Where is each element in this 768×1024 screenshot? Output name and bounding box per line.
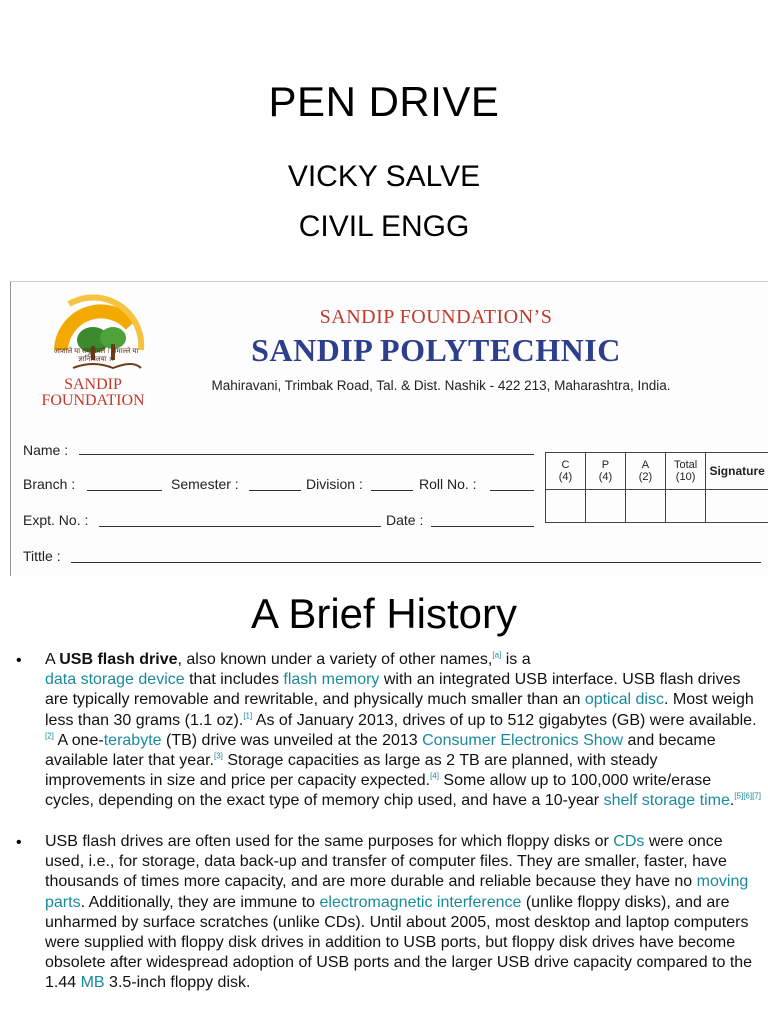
marks-col-a: A (2) [625, 453, 665, 490]
history-title: A Brief History [250, 590, 518, 637]
marks-col-signature: Signature [706, 453, 768, 490]
branch-label: Branch : [23, 476, 76, 492]
link-terabyte[interactable]: terabyte [103, 731, 162, 749]
name-label: Name : [23, 442, 69, 458]
citation-link[interactable]: [5][6][7] [734, 792, 761, 802]
paragraph-usb-definition: A USB flash drive, also known under a variety of other names,[a] is a data storage device that includes flash memory with an integrated USB interface. USB flash drives are typically removable and rewritable, and physically much smaller than an optical disc. Most weigh less than 30 grams (1.1 oz).[1] As of January 2013, drives of up to 512 gigabytes (GB) were available.[2] A one-terabyte (TB) drive was unveiled at the 2013 Consumer Electronics Show and became available later that year.[3] Storage capacities as large as 2 TB are planned, with steady improvements in size and price per capacity expected.[4] Some allow up to 100,000 write/erase cycles, depending on the exact type of memory chip used, and have a 10-year shelf storage time.[5][6][7] [45, 650, 761, 810]
marks-cell-total[interactable] [665, 490, 705, 523]
division-label: Division : [306, 476, 363, 492]
citation-link[interactable]: [a] [492, 650, 502, 660]
title-slide [0, 0, 768, 280]
marks-col-c: C (4) [546, 453, 586, 490]
link-consumer-electronics-show[interactable]: Consumer Electronics Show [422, 731, 624, 749]
link-cds[interactable]: CDs [613, 833, 645, 850]
link-flash-memory[interactable]: flash memory [283, 671, 380, 689]
author-name: VICKY SALVE [287, 160, 481, 193]
institute-address: Mahiravani, Trimbak Road, Tal. & Dist. Nashik - 422 213, Maharashtra, India. [211, 378, 671, 393]
institute-name: SANDIP POLYTECHNIC [251, 332, 621, 368]
link-shelf-storage-time[interactable]: shelf storage time [603, 792, 730, 810]
slide-title: PEN DRIVE [268, 78, 500, 125]
lab-form-header [10, 281, 768, 576]
citation-link[interactable]: [1] [243, 711, 253, 721]
link-electromagnetic-interference[interactable]: electromagnetic interference [319, 893, 522, 911]
semester-label: Semester : [171, 476, 239, 492]
link-moving-parts[interactable]: moving parts [45, 873, 749, 911]
division-line[interactable] [371, 490, 413, 491]
logo-text-foundation: FOUNDATION [41, 392, 145, 409]
roll-no-line[interactable] [490, 490, 534, 491]
bullet-marker: • [16, 834, 22, 851]
marks-cell-a[interactable] [625, 490, 665, 523]
expt-no-label: Expt. No. : [23, 512, 89, 528]
name-line[interactable] [79, 454, 534, 455]
marks-cell-c[interactable] [546, 490, 586, 523]
link-optical-disc[interactable]: optical disc [584, 691, 664, 709]
expt-no-line[interactable] [99, 526, 381, 527]
foundation-name: SANDIP FOUNDATION’S [319, 306, 553, 328]
marks-col-total: Total (10) [665, 453, 705, 490]
citation-link[interactable]: [3] [214, 751, 223, 761]
marks-cell-signature[interactable] [706, 490, 768, 523]
citation-link[interactable]: [2] [45, 731, 54, 741]
link-mb[interactable]: MB [80, 974, 105, 992]
citation-link[interactable]: [4] [430, 771, 439, 781]
marks-table [545, 452, 768, 523]
paragraph-usb-uses: USB flash drives are often used for the same purposes for which floppy disks or CDs were once used, i.e., for storage, data back-up and transfer of computer files. They are smaller, faster, have thousands of times more capacity, and are more durable and reliable because they have no moving parts. Additionally, they are immune to electromagnetic interference (unlike floppy disks), and are unharmed by surface scratches (unlike CDs). Until about 2005, most desktop and laptop computers were supplied with floppy disk drives in addition to USB ports, but floppy disk drives have become obsolete after widespread adoption of USB ports and the larger USB drive capacity compared to the 1.44 MB 3.5-inch floppy disk. [45, 833, 753, 992]
bullet-marker: • [16, 652, 22, 669]
roll-no-label: Roll No. : [419, 476, 477, 492]
logo-tagline: आशाले या समुदायले । समाल्ले या ज्ञानिविलया ।। [53, 348, 139, 363]
date-line[interactable] [431, 526, 534, 527]
branch-line[interactable] [87, 490, 162, 491]
logo-text-sandip: SANDIP [64, 376, 122, 393]
date-label: Date : [386, 512, 424, 528]
link-data-storage-device[interactable]: data storage device [45, 671, 185, 689]
semester-line[interactable] [249, 490, 301, 491]
department: CIVIL ENGG [298, 210, 470, 243]
marks-col-p: P (4) [585, 453, 625, 490]
marks-cell-p[interactable] [585, 490, 625, 523]
title-line[interactable] [71, 562, 761, 563]
title-label: Tittle : [23, 548, 61, 564]
